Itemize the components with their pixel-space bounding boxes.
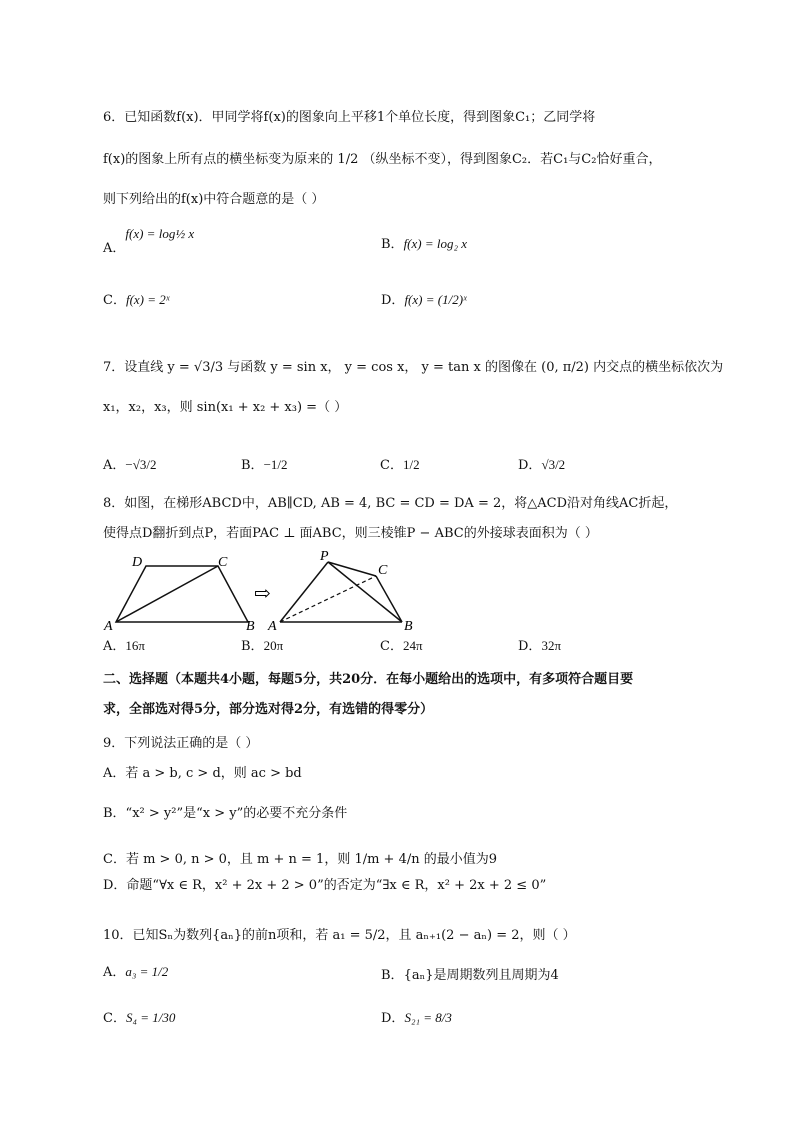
option-text: 24π — [402, 638, 423, 653]
option-label: D． — [518, 458, 542, 473]
trapezoid-figure — [103, 555, 255, 632]
option-text: f(x) = (1/2)ˣ — [404, 292, 467, 307]
q8-option-a — [103, 636, 145, 657]
option-label: C． — [380, 639, 403, 654]
q7-option-a — [103, 455, 156, 476]
option-label: B． — [241, 458, 264, 473]
section2-heading-line1: 二、选择题（本题共4小题，每题5分，共20分．在每小题给出的选项中，有多项符合题目要 — [103, 672, 634, 687]
option-text: −1/2 — [263, 457, 288, 472]
q8-option-c — [380, 636, 423, 657]
q6-option-b — [381, 234, 467, 255]
option-label: D． — [518, 639, 542, 654]
fold-arrow-icon: ⇨ — [254, 583, 271, 605]
q8-option-b — [241, 636, 283, 657]
q10-option-d — [381, 1008, 452, 1029]
q10-option-c — [103, 1008, 175, 1029]
option-label: D． — [381, 293, 405, 308]
q10-option-b — [381, 966, 559, 986]
q7-option-d — [518, 455, 565, 476]
option-text: f(x) = 2ˣ — [125, 292, 170, 307]
q8-option-d — [518, 636, 561, 657]
q7-stem-line2: x₁，x₂，x₃，则 sin(x₁ + x₂ + x₃) =（ ） — [103, 400, 348, 415]
q9-option-d: D．命题“∀x ∈ R，x² + 2x + 2 > 0”的否定为“∃x ∈ R，x² + 2x + 2 ≤ 0” — [103, 878, 547, 893]
q6-option-d — [381, 290, 467, 311]
edge-pb — [328, 562, 402, 622]
option-text: {aₙ}是周期数列且周期为4 — [403, 968, 559, 983]
option-text: 20π — [263, 638, 284, 653]
label-c: C — [378, 563, 388, 578]
q7-stem-line1: 7．设直线 y = √3/3 与函数 y = sin x， y = cos x， y = tan x 的图像在 (0, π/2) 内交点的横坐标依次为 — [103, 360, 724, 375]
q9-option-b: B．“x² > y²”是“x > y”的必要不充分条件 — [103, 806, 348, 821]
option-text: √3/2 — [541, 457, 566, 472]
label-b: B — [246, 619, 255, 632]
option-text: 32π — [541, 638, 562, 653]
edge-cb — [376, 576, 402, 622]
trapezoid-outline — [116, 566, 248, 622]
q10-option-a — [103, 962, 168, 983]
section2-heading-line2: 求，全部选对得5分，部分选对得2分，有选错的得零分） — [103, 702, 434, 717]
option-text: f(x) = log½ x — [125, 226, 195, 241]
q6-stem-line2: f(x)的图象上所有点的横坐标变为原来的 1/2 （纵坐标不变），得到图象C₂．若C₁与C₂恰好重合， — [103, 152, 662, 167]
q10-stem: 10．已知Sₙ为数列{aₙ}的前n项和，若 a₁ = 5/2，且 aₙ₊₁(2 − aₙ) = 2，则（ ） — [103, 928, 576, 943]
option-text: S₂₁ = 8/3 — [404, 1010, 452, 1025]
option-label: C． — [103, 293, 126, 308]
option-label: B． — [241, 639, 264, 654]
label-p: P — [320, 549, 329, 564]
q8-stem-line2: 使得点D翻折到点P，若面PAC ⊥ 面ABC，则三棱锥P − ABC的外接球表面积为（ ） — [103, 526, 598, 541]
q7-option-c — [380, 455, 420, 476]
option-text: 16π — [125, 638, 145, 653]
option-label: A． — [103, 965, 126, 980]
edge-pc — [328, 562, 376, 576]
label-d: D — [132, 555, 143, 570]
edge-ap — [280, 562, 328, 622]
q9-stem: 9．下列说法正确的是（ ） — [103, 736, 259, 751]
q9-option-c: C．若 m > 0, n > 0，且 m + n = 1，则 1/m + 4/n 的最小值为9 — [103, 852, 498, 867]
label-b: B — [404, 619, 413, 632]
option-text: a₃ = 1/2 — [125, 964, 169, 979]
q9-option-a: A．若 a > b, c > d，则 ac > bd — [103, 766, 302, 781]
option-text: −√3/2 — [125, 457, 157, 472]
q7-option-b — [241, 455, 288, 476]
option-text: 1/2 — [402, 457, 420, 472]
q6-option-a — [103, 226, 195, 259]
q8-stem-line1: 8．如图，在梯形ABCD中，AB∥CD, AB = 4, BC = CD = DA = 2，将△ACD沿对角线AC折起， — [103, 496, 678, 511]
option-label: C． — [380, 458, 403, 473]
option-label: B． — [381, 237, 404, 252]
q8-figure — [100, 548, 420, 632]
edge-ac-hidden — [280, 576, 376, 622]
option-label: C． — [103, 1011, 126, 1026]
option-label: A． — [103, 241, 126, 256]
option-label: A． — [103, 639, 126, 654]
option-text: f(x) = log₂ x — [403, 236, 468, 251]
label-a: A — [104, 619, 113, 632]
label-c: C — [218, 555, 228, 570]
option-label: D． — [381, 1011, 405, 1026]
tetrahedron-figure — [267, 549, 413, 632]
option-label: B． — [381, 968, 404, 983]
option-label: A． — [103, 458, 126, 473]
label-a: A — [268, 619, 277, 632]
option-text: S₄ = 1/30 — [125, 1010, 176, 1025]
q6-option-c — [103, 290, 169, 311]
q6-stem-line1: 6．已知函数f(x)．甲同学将f(x)的图象向上平移1个单位长度，得到图象C₁；乙同学将 — [103, 110, 596, 125]
q6-stem-line3: 则下列给出的f(x)中符合题意的是（ ） — [103, 192, 325, 207]
